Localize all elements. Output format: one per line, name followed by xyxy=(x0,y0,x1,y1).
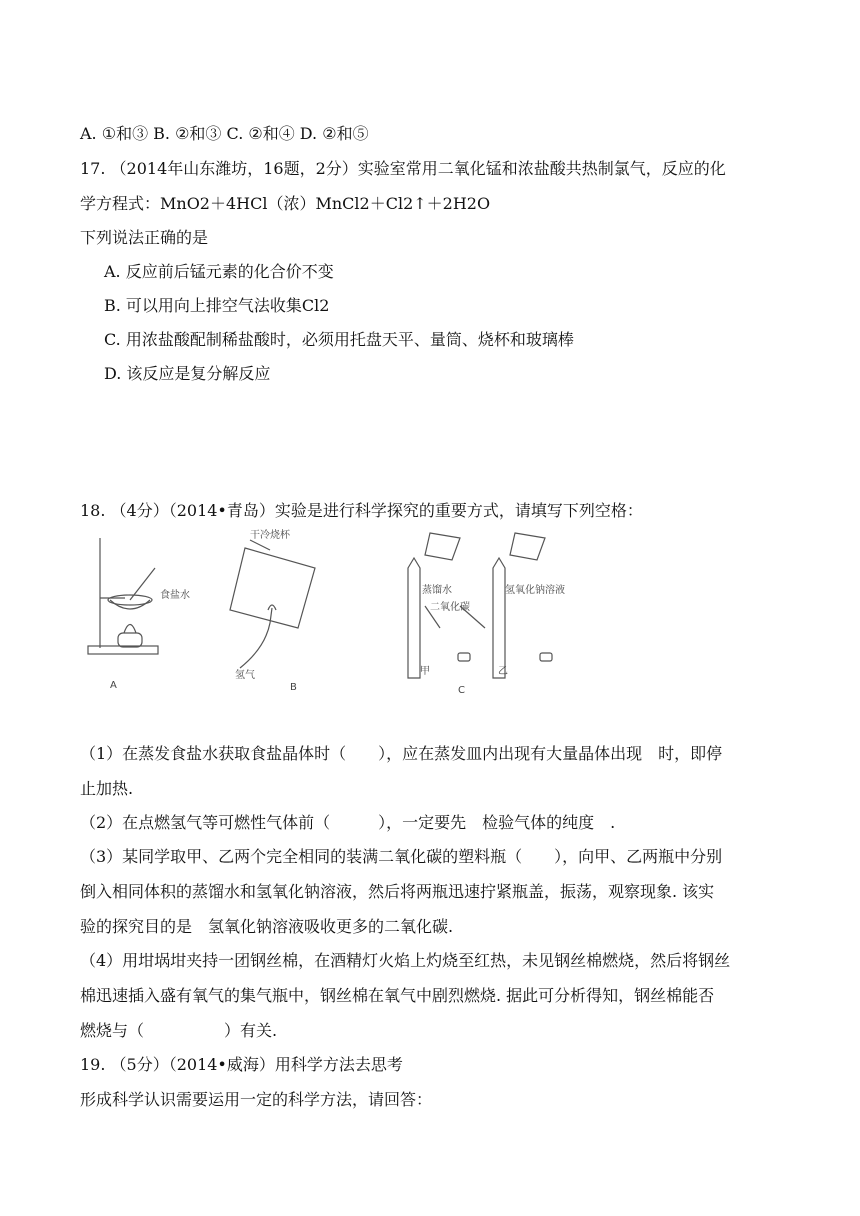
c-cap-jia xyxy=(458,653,470,661)
c-figure-label: C xyxy=(458,685,465,696)
q17-option-d: D. 该反应是复分解反应 xyxy=(104,364,271,383)
c-beaker-yi xyxy=(510,533,545,560)
q17-option-c: C. 用浓盐酸配制稀盐酸时，必须用托盘天平、量筒、烧杯和玻璃棒 xyxy=(104,330,574,349)
q18-part-1-line-1: （1）在蒸发食盐水获取食盐晶体时（ ），应在蒸发皿内出现有大量晶体出现 时，即停 xyxy=(80,744,723,763)
c-jia-label: 甲 xyxy=(420,666,430,677)
q18-part-2: （2）在点燃氢气等可燃性气体前（ ），一定要先 检验气体的纯度 . xyxy=(80,813,616,832)
c-naoh-label: 氢氧化钠溶液 xyxy=(505,585,565,596)
q17-stem-line-3: 下列说法正确的是 xyxy=(80,228,209,247)
c-bottle-yi xyxy=(493,558,505,678)
q18-stem: 18. （4分）（2014•青岛）实验是进行科学探究的重要方式，请填写下列空格： xyxy=(80,501,643,520)
q18-part-4-line-2: 棉迅速插入盛有氧气的集气瓶中，钢丝棉在氧气中剧烈燃烧. 据此可分析得知，钢丝棉能否 xyxy=(80,986,715,1005)
experiment-figure-svg xyxy=(80,528,580,703)
q18-part-1-line-2: 止加热. xyxy=(80,779,134,798)
b-beaker xyxy=(230,548,315,628)
a-alcohol-lamp xyxy=(118,633,142,647)
b-beaker-label: 干冷烧杯 xyxy=(250,530,290,541)
c-cap-yi xyxy=(540,653,552,661)
a-figure-label: A xyxy=(110,680,117,691)
experiment-figure xyxy=(80,528,580,703)
c-bottle-jia xyxy=(408,558,420,678)
q17-option-a: A. 反应前后锰元素的化合价不变 xyxy=(104,262,334,281)
q17-stem-line-1: 17. （2014年山东潍坊，16题，2分）实验室常用二氧化锰和浓盐酸共热制氯气，反应的化 xyxy=(80,159,726,178)
c-co2-label: 二氧化碳 xyxy=(430,602,470,613)
c-water-label: 蒸馏水 xyxy=(422,585,452,596)
b-label-line xyxy=(250,540,270,550)
q17-stem-line-2: 学方程式：MnO2＋4HCl（浓）MnCl2＋Cl2↑＋2H2O xyxy=(80,194,491,213)
a-salt-water-label: 食盐水 xyxy=(160,590,190,601)
q18-part-4-line-3: 燃烧与（ ）有关. xyxy=(80,1021,278,1040)
q19-subheading: 形成科学认识需要运用一定的科学方法，请回答： xyxy=(80,1090,433,1109)
q18-part-3-line-1: （3）某同学取甲、乙两个完全相同的装满二氧化碳的塑料瓶（ ），向甲、乙两瓶中分别 xyxy=(80,847,723,866)
a-flame xyxy=(124,625,136,634)
q16-options: A. ①和③ B. ②和③ C. ②和④ D. ②和⑤ xyxy=(80,124,369,143)
q18-part-3-line-3: 验的探究目的是 氢氧化钠溶液吸收更多的二氧化碳. xyxy=(80,917,454,936)
q17-option-b: B. 可以用向上排空气法收集Cl2 xyxy=(104,296,330,315)
c-yi-label: 乙 xyxy=(498,666,508,677)
b-figure-label: B xyxy=(290,682,297,693)
q18-part-3-line-2: 倒入相同体积的蒸馏水和氢氧化钠溶液，然后将两瓶迅速拧紧瓶盖，振荡，观察现象. 该实 xyxy=(80,882,715,901)
a-glass-rod xyxy=(130,568,155,600)
q18-part-4-line-1: （4）用坩埚坩夹持一团钢丝棉，在酒精灯火焰上灼烧至红热，未见钢丝棉燃烧，然后将钢丝 xyxy=(80,951,731,970)
b-hydrogen-label: 氢气 xyxy=(235,670,255,681)
c-beaker-jia xyxy=(425,533,460,560)
q19-stem: 19. （5分）（2014•威海）用科学方法去思考 xyxy=(80,1055,403,1074)
